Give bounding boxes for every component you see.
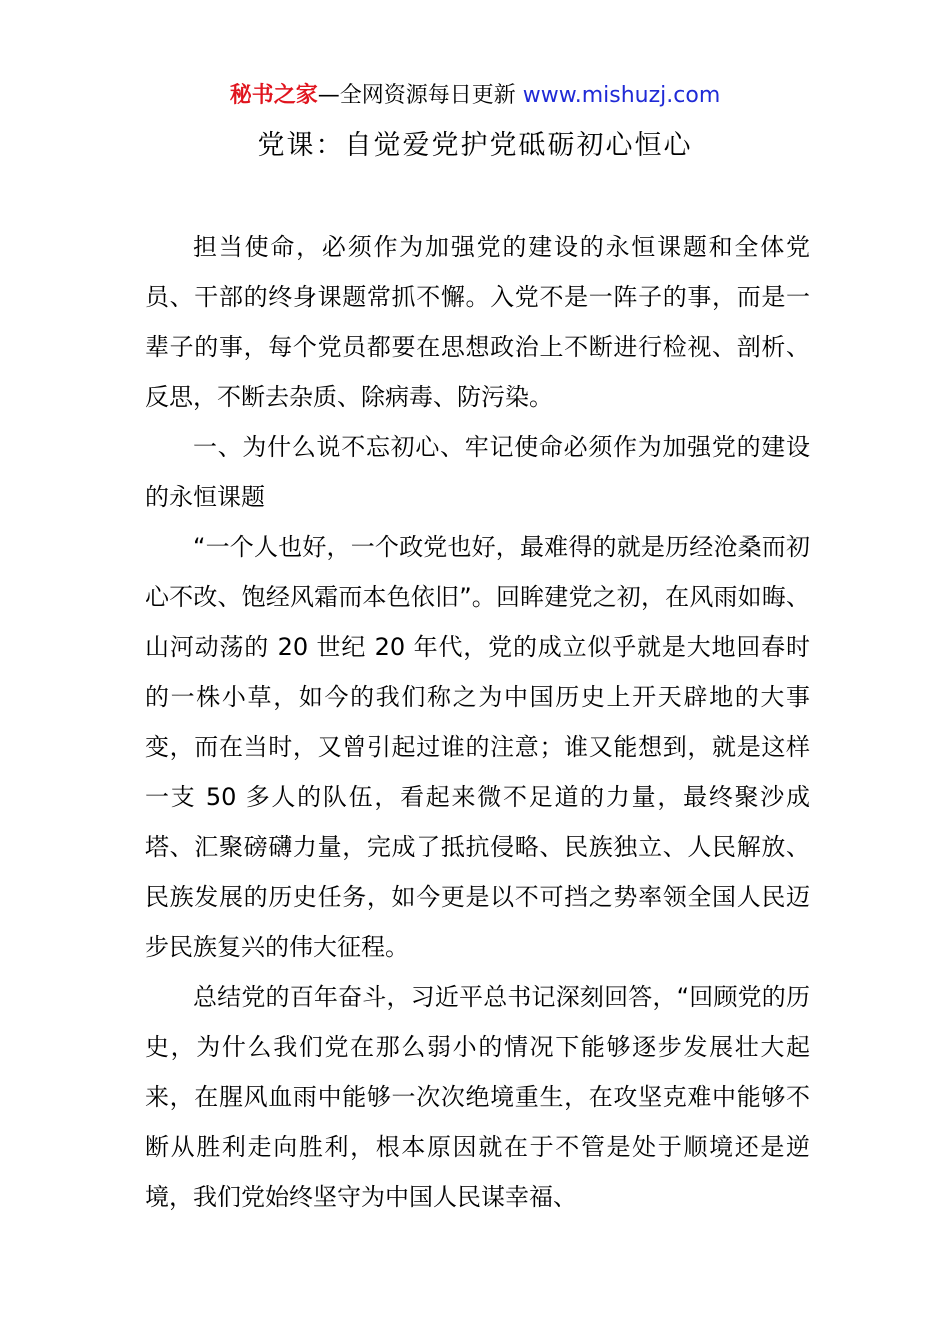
brand-name: 秘书之家: [229, 83, 318, 108]
section-heading: 一、为什么说不忘初心、牢记使命必须作为加强党的建设的永恒课题: [145, 433, 810, 511]
document-body: [145, 222, 810, 1222]
site-header: [0, 80, 950, 112]
paragraph: 担当使命，必须作为加强党的建设的永恒课题和全体党员、干部的终身课题常抓不懈。入党不是一阵子的事，而是一辈子的事，每个党员都要在思想政治上不断进行检视、剖析、反思，不断去杂质、除病毒、防污染。: [145, 233, 810, 411]
header-tagline: —全网资源每日更新: [317, 83, 516, 108]
site-url-link[interactable]: www.mishuzj.com: [522, 83, 721, 108]
paragraph: “一个人也好，一个政党也好，最难得的就是历经沧桑而初心不改、饱经风霜而本色依旧”。回眸建党之初，在风雨如晦、山河动荡的 20 世纪 20 年代，党的成立似乎就是大地回春时的一株小草，如今的我们称之为中国历史上开天辟地的大事变，而在当时，又曾引起过谁的注意；谁又能想到，就是这样一支 50 多人的队伍，看起来微不足道的力量，最终聚沙成塔、汇聚磅礴力量，完成了抵抗侵略、民族独立、人民解放、民族发展的历史任务，如今更是以不可挡之势率领全国人民迈步民族复兴的伟大征程。: [145, 533, 810, 961]
paragraph: 总结党的百年奋斗，习近平总书记深刻回答，“回顾党的历史，为什么我们党在那么弱小的情况下能够逐步发展壮大起来，在腥风血雨中能够一次次绝境重生，在攻坚克难中能够不断从胜利走向胜利，根本原因就在于不管是处于顺境还是逆境，我们党始终坚守为中国人民谋幸福、: [145, 983, 810, 1211]
document-title: 党课：自觉爱党护党砥砺初心恒心: [257, 130, 693, 161]
